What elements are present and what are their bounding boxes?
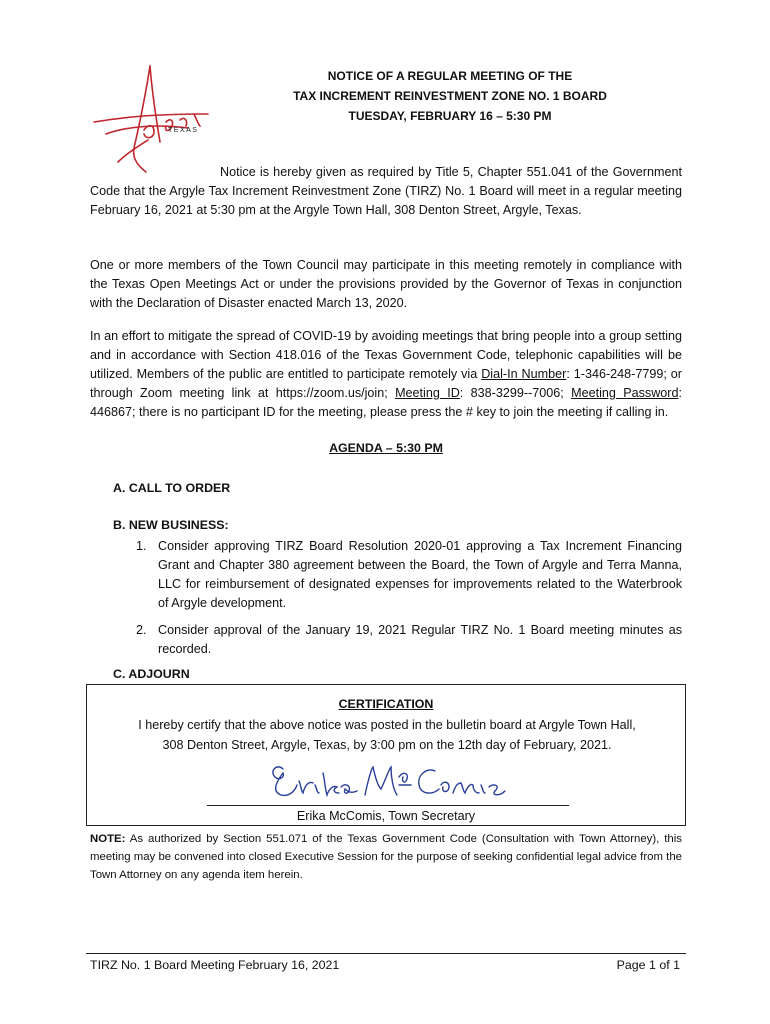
agenda-item	[136, 537, 682, 613]
footer-meeting-label: TIRZ No. 1 Board Meeting February 16, 2021	[90, 958, 340, 972]
certification-title: CERTIFICATION	[338, 697, 434, 711]
agenda-item-number: 1.	[136, 539, 147, 553]
agenda-section-b: B. NEW BUSINESS:	[113, 518, 229, 532]
note-text: As authorized by Section 551.071 of the Texas Government Code (Consultation with Town Attorney), this meeting may be convened into closed Executive Session for the purpose of seeking confidential legal advice from the Town Attorney on any agenda item herein.	[90, 833, 682, 881]
agenda-title: AGENDA – 5:30 PM	[329, 441, 443, 455]
dial-in-label: Dial-In Number	[481, 367, 567, 381]
certification-box	[86, 684, 686, 826]
footer-page-number: Page 1 of 1	[616, 958, 680, 972]
heading-line-2: TAX INCREMENT REINVESTMENT ZONE NO. 1 BOARD	[293, 89, 607, 103]
heading-line-1: NOTICE OF A REGULAR MEETING OF THE	[327, 69, 573, 83]
notice-paragraph: Notice is hereby given as required by Title 5, Chapter 551.041 of the Government Code that the Argyle Tax Increment Reinvestment Zone (TIRZ) No. 1 Board will meet in a regular meeting February 16, 2021 at 5:30 pm at the Argyle Town Hall, 308 Denton Street, Argyle, Texas.	[90, 165, 682, 217]
executive-session-note	[90, 830, 682, 884]
agenda-item-number: 2.	[136, 623, 147, 637]
covid-text-1: In an effort to mitigate the spread of COVID-19 by avoiding meetings that bring people into a group setting and in accordance with Section 418.016 of the Texas Government Code, telephonic capabilities will be utilized. Members of the public are entitled to participate remotely via	[90, 329, 682, 381]
certification-line-1: I hereby certify that the above notice was posted in the bulletin board at Argyle Town Hall,	[138, 718, 636, 732]
notice-heading	[200, 66, 700, 126]
agenda-item-text: Consider approving TIRZ Board Resolution 2020-01 approving a Tax Increment Financing Grant and Chapter 380 agreement between the Board, the Town of Argyle and Terra Manna, LLC for reimbursement of designated expenses for improvements related to the Waterbrook of Argyle development.	[158, 539, 682, 610]
footer-divider	[86, 953, 686, 954]
covid-paragraph	[90, 327, 682, 422]
remote-participation-paragraph: One or more members of the Town Council may participate in this meeting remotely in compliance with the Texas Open Meetings Act or under the provisions provided by the Governor of Texas in conjunction with the Declaration of Disaster enacted March 13, 2020.	[90, 258, 682, 310]
covid-text-4: : 446867; there is no participant ID for the meeting, please press the # key to join the meeting if calling in.	[90, 386, 683, 419]
covid-text-3: : 838-3299--7006;	[459, 386, 572, 400]
signature-line	[207, 805, 569, 806]
agenda-section-c: C. ADJOURN	[113, 667, 190, 681]
agenda-item	[136, 621, 682, 659]
handwritten-signature	[267, 755, 507, 803]
certification-text	[99, 715, 675, 755]
meeting-id-label: Meeting ID	[395, 386, 460, 400]
covid-text-2: : 1-346-248-7799; or through Zoom meeting link at https://zoom.us/join;	[90, 367, 683, 400]
note-label: NOTE:	[90, 833, 126, 845]
meeting-password-label: Meeting Password	[571, 386, 679, 400]
signer-name: Erika McComis, Town Secretary	[296, 809, 476, 823]
agenda-section-a: A. CALL TO ORDER	[113, 481, 231, 495]
logo-sub-text: TEXAS	[168, 127, 199, 134]
certification-line-2: 308 Denton Street, Argyle, Texas, by 3:00 pm on the 12th day of February, 2021.	[162, 738, 612, 752]
agenda-item-text: Consider approval of the January 19, 2021 Regular TIRZ No. 1 Board meeting minutes as recorded.	[158, 623, 682, 656]
heading-line-3: TUESDAY, FEBRUARY 16 – 5:30 PM	[348, 109, 552, 123]
